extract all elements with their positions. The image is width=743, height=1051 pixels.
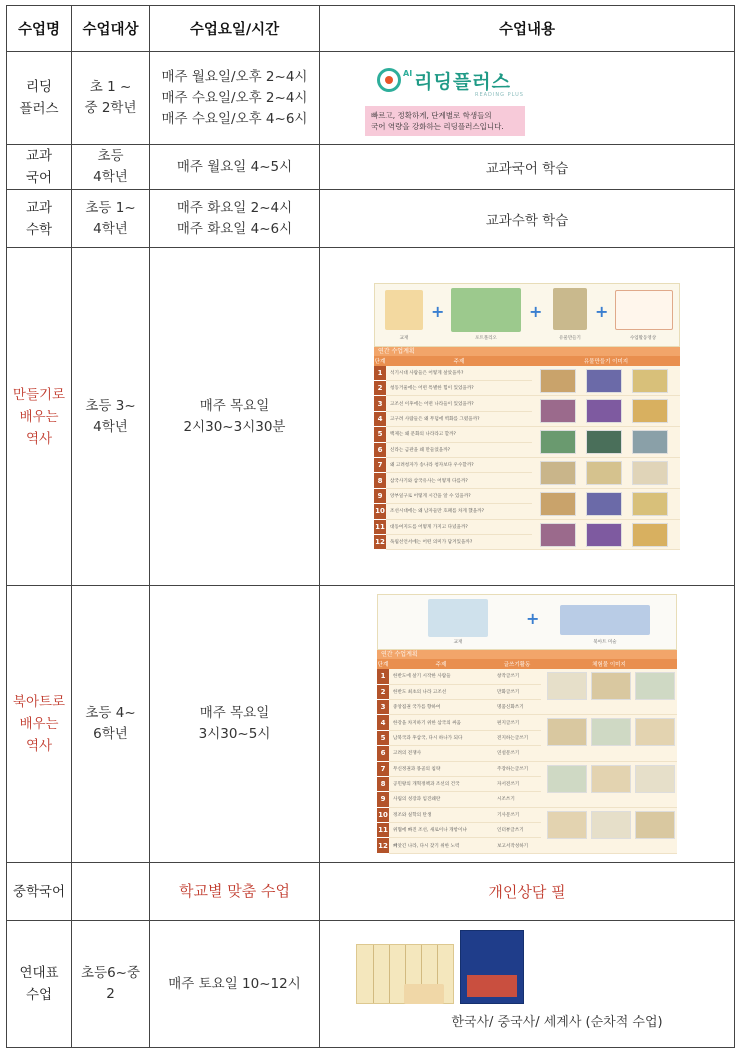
book-cover-art bbox=[467, 975, 517, 997]
artifact-thumbnail bbox=[632, 523, 668, 547]
plan-topic: 대동여지도를 어떻게 가지고 다녔을까? bbox=[386, 519, 532, 534]
class-name-line: 만들기로 bbox=[12, 386, 66, 403]
plan-writing: 창작글쓰기 bbox=[493, 669, 541, 684]
artifact-thumbnail bbox=[586, 461, 622, 485]
plan-topic: 석기시대 사람들은 어떻게 살았을까? bbox=[386, 366, 532, 381]
class-name-line: 역사 bbox=[25, 430, 53, 447]
class-content bbox=[320, 586, 735, 863]
plan-header bbox=[377, 659, 677, 669]
artifact-thumbnail bbox=[586, 523, 622, 547]
plan-writing: 편지글쓰기 bbox=[493, 715, 541, 730]
artifact-thumbnails bbox=[532, 366, 680, 396]
crafts-plan-table bbox=[374, 356, 680, 551]
plan-writing: 기사문쓰기 bbox=[493, 807, 541, 822]
plan-header-image: 유물만들기 이미지 bbox=[532, 356, 680, 366]
plan-row bbox=[374, 396, 680, 411]
time-line: 매주 월요일 4~5시 bbox=[176, 158, 293, 175]
class-name-line: 연대표 bbox=[19, 965, 59, 981]
plan-writing: 시조쓰기 bbox=[493, 792, 541, 807]
plan-writing: 자서전쓰기 bbox=[493, 776, 541, 791]
artifact-thumbnail bbox=[540, 369, 576, 393]
class-schedule-table bbox=[6, 5, 735, 1048]
plan-topic: 고조선 이후에는 어떤 나라들이 있었을까? bbox=[386, 396, 532, 411]
plus-icon: + bbox=[529, 301, 543, 321]
experience-thumbnail bbox=[635, 765, 675, 793]
plan-header-step: 단계 bbox=[374, 356, 386, 366]
plan-row bbox=[374, 519, 680, 534]
header-content: 수업내용 bbox=[320, 6, 735, 52]
row-korean bbox=[7, 145, 735, 190]
row-history-bookart bbox=[7, 586, 735, 863]
experience-thumbnail bbox=[591, 811, 631, 839]
target-line: 초등 bbox=[97, 148, 124, 164]
row-history-crafts bbox=[7, 248, 735, 586]
textbook-image bbox=[428, 599, 488, 637]
timeline-book-image bbox=[460, 930, 524, 1004]
artifact-thumbnail bbox=[632, 461, 668, 485]
row-reading-plus bbox=[7, 52, 735, 145]
plan-writing: 전지하는글쓰기 bbox=[493, 730, 541, 745]
target-line: 초등 3~ bbox=[85, 397, 136, 414]
time-line: 매주 화요일 4~6시 bbox=[176, 220, 293, 237]
plan-header bbox=[374, 356, 680, 366]
plan-topic: 정조와 실학의 탄생 bbox=[389, 807, 493, 822]
caption-bookart: 북아트 미술 bbox=[593, 640, 617, 646]
class-time bbox=[150, 921, 320, 1048]
class-content bbox=[320, 863, 735, 921]
timeline-caption: 한국사/ 중국사/ 세계사 (순차적 수업) bbox=[451, 1015, 663, 1030]
plan-step-number: 3 bbox=[374, 396, 386, 411]
class-time bbox=[150, 190, 320, 248]
plus-icon: + bbox=[595, 301, 609, 321]
plan-topic: 왜 고려청자가 송나라 청자보다 우수할까? bbox=[386, 458, 532, 473]
plan-topic: 독립선언서에는 어떤 의미가 담겨있을까? bbox=[386, 534, 532, 549]
class-content bbox=[320, 921, 735, 1048]
experience-thumbnail bbox=[591, 765, 631, 793]
plan-row bbox=[374, 458, 680, 473]
plan-step-number: 6 bbox=[377, 746, 389, 761]
target-line: 4학년 bbox=[93, 169, 128, 185]
artifact-thumbnails bbox=[532, 458, 680, 489]
header-time: 수업요일/시간 bbox=[150, 6, 320, 52]
timeline-map-image bbox=[404, 984, 444, 1004]
class-content bbox=[320, 52, 735, 145]
experience-thumbnail bbox=[635, 718, 675, 746]
bookart-image bbox=[560, 605, 650, 635]
plan-step-number: 12 bbox=[374, 534, 386, 549]
artifact-thumbnails bbox=[532, 396, 680, 427]
time-line: 3시30~5시 bbox=[198, 726, 271, 742]
experience-thumbnail bbox=[547, 765, 587, 793]
portfolio-image bbox=[451, 288, 521, 332]
plan-writing: 만화글쓰기 bbox=[493, 684, 541, 699]
class-name bbox=[7, 863, 72, 921]
crafts-curriculum-image bbox=[374, 283, 680, 551]
experience-thumbnail bbox=[635, 811, 675, 839]
annual-plan-label: 연간 수업계획 bbox=[377, 650, 677, 659]
class-name-line: 배우는 bbox=[19, 408, 59, 425]
plan-step-number: 5 bbox=[374, 427, 386, 442]
reading-plus-description bbox=[365, 106, 525, 136]
target-line: 6학년 bbox=[93, 726, 128, 742]
target-line: 초등 4~ bbox=[85, 705, 136, 721]
plan-topic: 삼국사기와 삼국유사는 어떻게 다를까? bbox=[386, 473, 532, 488]
plan-writing: 보고서작성하기 bbox=[493, 838, 541, 853]
artifact-thumbnails bbox=[532, 519, 680, 550]
class-name-line: 플러스 bbox=[19, 101, 59, 117]
header-class-name: 수업명 bbox=[7, 6, 72, 52]
experience-thumbnail bbox=[547, 811, 587, 839]
artifact-thumbnail bbox=[632, 492, 668, 516]
bookart-curriculum-image bbox=[377, 594, 677, 854]
caption-textbook: 교재 bbox=[453, 640, 463, 646]
time-line: 2시30~3시30분 bbox=[183, 418, 286, 435]
plan-step-number: 10 bbox=[377, 807, 389, 822]
class-target bbox=[72, 248, 150, 586]
class-name-line: 중학국어 bbox=[12, 883, 66, 900]
target-line: 4학년 bbox=[93, 418, 128, 435]
class-content: 교과국어 학습 bbox=[320, 145, 735, 190]
plan-topic: 무신정권과 몽골의 침략 bbox=[389, 761, 493, 776]
plan-step-number: 9 bbox=[374, 488, 386, 503]
time-line: 학교별 맞춤 수업 bbox=[179, 881, 290, 900]
experience-thumbnails bbox=[541, 807, 677, 853]
plan-step-number: 9 bbox=[377, 792, 389, 807]
caption-textbook: 교재 bbox=[399, 335, 409, 341]
class-target bbox=[72, 586, 150, 863]
row-timeline bbox=[7, 921, 735, 1048]
time-line: 매주 수요일/오후 4~6시 bbox=[161, 110, 308, 127]
plan-writing: 연설문쓰기 bbox=[493, 746, 541, 761]
header-row bbox=[7, 6, 735, 52]
class-name-line: 교과 bbox=[25, 199, 53, 216]
plan-row bbox=[374, 427, 680, 442]
artifact-thumbnail bbox=[540, 461, 576, 485]
class-name-line: 리딩 bbox=[25, 79, 53, 95]
plan-step-number: 4 bbox=[374, 411, 386, 426]
bookart-materials-strip bbox=[377, 594, 677, 650]
plan-step-number: 6 bbox=[374, 442, 386, 457]
bookart-plan-table bbox=[377, 659, 677, 854]
plan-header-topic: 주제 bbox=[389, 659, 493, 669]
artifact-thumbnail bbox=[632, 399, 668, 423]
plan-step-number: 8 bbox=[374, 473, 386, 488]
plan-step-number: 12 bbox=[377, 838, 389, 853]
target-line: 4학년 bbox=[93, 220, 128, 237]
logo-subtitle: READING PLUS bbox=[475, 92, 524, 98]
plan-step-number: 5 bbox=[377, 730, 389, 745]
plan-header-step: 단계 bbox=[377, 659, 389, 669]
artifact-thumbnail bbox=[586, 399, 622, 423]
class-time bbox=[150, 52, 320, 145]
class-name bbox=[7, 248, 72, 586]
plan-step-number: 7 bbox=[377, 761, 389, 776]
time-line: 매주 화요일 2~4시 bbox=[176, 199, 293, 216]
class-time bbox=[150, 586, 320, 863]
class-target bbox=[72, 145, 150, 190]
plan-step-number: 2 bbox=[377, 684, 389, 699]
plan-row bbox=[374, 488, 680, 503]
experience-thumbnails bbox=[541, 669, 677, 715]
reading-plus-logo-icon bbox=[377, 68, 401, 92]
plan-topic: 공민왕의 개혁정책과 조선의 건국 bbox=[389, 776, 493, 791]
plan-step-number: 11 bbox=[377, 823, 389, 838]
plan-step-number: 7 bbox=[374, 458, 386, 473]
plan-topic: 사림의 성장과 임진왜란 bbox=[389, 792, 493, 807]
description-line: 국어 역량을 강화하는 리딩플러스입니다. bbox=[371, 122, 504, 131]
plan-topic: 고려의 전쟁사 bbox=[389, 746, 493, 761]
experience-thumbnail bbox=[635, 672, 675, 700]
header-target: 수업대상 bbox=[72, 6, 150, 52]
plan-topic: 신라는 금관을 왜 만들었을까? bbox=[386, 442, 532, 457]
caption-portfolio: 포트폴리오 bbox=[475, 335, 497, 341]
textbook-image bbox=[385, 290, 423, 330]
artifact-thumbnail bbox=[586, 369, 622, 393]
target-line: 초 1 ~ bbox=[89, 79, 132, 95]
plan-topic: 남북국과 후삼국, 다시 하나가 되다 bbox=[389, 730, 493, 745]
plan-topic: 앙부일구로 어떻게 시간을 알 수 있을까? bbox=[386, 488, 532, 503]
class-name-line: 교과 bbox=[25, 148, 53, 164]
experience-thumbnail bbox=[591, 672, 631, 700]
plan-header-image: 체험물 이미지 bbox=[541, 659, 677, 669]
time-line: 매주 목요일 bbox=[199, 705, 270, 721]
class-target bbox=[72, 190, 150, 248]
plan-topic: 고구려 사람들은 왜 무덤에 벽화를 그렸을까? bbox=[386, 411, 532, 426]
caption-video: 수업활동영상 bbox=[629, 335, 657, 341]
plan-step-number: 2 bbox=[374, 381, 386, 396]
plan-step-number: 10 bbox=[374, 504, 386, 519]
row-math bbox=[7, 190, 735, 248]
fold-line bbox=[373, 945, 374, 1003]
plan-topic: 빼앗긴 나라, 다시 찾기 위한 노력 bbox=[389, 838, 493, 853]
plan-step-number: 1 bbox=[377, 669, 389, 684]
class-name bbox=[7, 586, 72, 863]
plan-header-topic: 주제 bbox=[386, 356, 532, 366]
artifact-thumbnail bbox=[632, 430, 668, 454]
class-content bbox=[320, 248, 735, 586]
video-image bbox=[615, 290, 673, 330]
artifact-image bbox=[553, 288, 587, 330]
experience-thumbnail bbox=[591, 718, 631, 746]
class-target bbox=[72, 863, 150, 921]
timeline-content bbox=[320, 926, 734, 1042]
plan-writing: 주장하는글쓰기 bbox=[493, 761, 541, 776]
target-line: 초등6~중 bbox=[80, 965, 141, 981]
plan-step-number: 8 bbox=[377, 776, 389, 791]
class-content: 교과수학 학습 bbox=[320, 190, 735, 248]
class-name-line: 국어 bbox=[25, 170, 53, 186]
caption-artifact: 유물만들기 bbox=[559, 335, 581, 341]
row-middle-korean bbox=[7, 863, 735, 921]
artifact-thumbnail bbox=[586, 430, 622, 454]
artifact-thumbnail bbox=[632, 369, 668, 393]
artifact-thumbnails bbox=[532, 427, 680, 458]
annual-plan-label: 연간 수업계획 bbox=[374, 347, 680, 356]
class-name-line: 수업 bbox=[25, 987, 53, 1003]
plus-icon: + bbox=[526, 609, 540, 629]
plan-writing: 명품신화쓰기 bbox=[493, 699, 541, 714]
plan-topic: 위협에 빠진 조선, 새로이나 개항이냐 bbox=[389, 823, 493, 838]
time-line: 매주 수요일/오후 2~4시 bbox=[161, 89, 308, 106]
class-name bbox=[7, 190, 72, 248]
class-time bbox=[150, 145, 320, 190]
artifact-thumbnail bbox=[540, 523, 576, 547]
experience-thumbnails bbox=[541, 715, 677, 761]
reading-plus-banner bbox=[320, 54, 734, 142]
plan-row bbox=[377, 715, 677, 730]
plan-step-number: 4 bbox=[377, 715, 389, 730]
plan-step-number: 3 bbox=[377, 699, 389, 714]
plus-icon: + bbox=[431, 301, 445, 321]
class-name bbox=[7, 52, 72, 145]
class-name-line: 북아트로 bbox=[12, 694, 66, 710]
time-line: 매주 월요일/오후 2~4시 bbox=[161, 68, 308, 85]
class-time bbox=[150, 248, 320, 586]
description-line: 빠르고, 정확하게, 단계별로 학생들의 bbox=[371, 111, 492, 120]
target-line: 중 2학년 bbox=[84, 100, 137, 116]
plan-row bbox=[377, 669, 677, 684]
plan-row bbox=[374, 366, 680, 381]
class-name-line: 수학 bbox=[25, 221, 53, 238]
artifact-thumbnail bbox=[586, 492, 622, 516]
plan-step-number: 11 bbox=[374, 519, 386, 534]
logo-title: 리딩플러스 bbox=[414, 70, 511, 93]
plan-topic: 한강을 차지하기 위한 삼국의 싸움 bbox=[389, 715, 493, 730]
class-target bbox=[72, 52, 150, 145]
logo-ai-text: AI bbox=[403, 68, 413, 78]
plan-writing: 인터뷰글쓰기 bbox=[493, 823, 541, 838]
plan-topic: 청동거울에는 어떤 특별한 힘이 있었을까? bbox=[386, 381, 532, 396]
plan-topic: 백제는 왜 문화의 나라라고 할까? bbox=[386, 427, 532, 442]
crafts-materials-strip bbox=[374, 283, 680, 347]
experience-thumbnails bbox=[541, 761, 677, 807]
experience-thumbnail bbox=[547, 672, 587, 700]
plan-header-writing: 글쓰기활동 bbox=[493, 659, 541, 669]
class-name bbox=[7, 921, 72, 1048]
artifact-thumbnail bbox=[540, 399, 576, 423]
class-name-line: 역사 bbox=[25, 738, 53, 754]
class-target bbox=[72, 921, 150, 1048]
artifact-thumbnail bbox=[540, 492, 576, 516]
plan-step-number: 1 bbox=[374, 366, 386, 381]
artifact-thumbnails bbox=[532, 488, 680, 519]
target-line: 2 bbox=[106, 986, 115, 1002]
class-name bbox=[7, 145, 72, 190]
class-name-line: 배우는 bbox=[19, 716, 59, 732]
plan-row bbox=[377, 761, 677, 776]
plan-topic: 중앙집권 국가를 향하여 bbox=[389, 699, 493, 714]
time-line: 매주 토요일 10~12시 bbox=[168, 975, 301, 992]
plan-topic: 한반도에 살기 시작한 사람들 bbox=[389, 669, 493, 684]
artifact-thumbnail bbox=[540, 430, 576, 454]
content-text: 개인상담 필 bbox=[488, 883, 566, 901]
experience-thumbnail bbox=[547, 718, 587, 746]
fold-line bbox=[389, 945, 390, 1003]
target-line: 초등 1~ bbox=[85, 199, 136, 216]
plan-topic: 한반도 최초의 나라 고조선 bbox=[389, 684, 493, 699]
plan-topic: 조선시대에는 왜 남자들만 호패를 차게 했을까? bbox=[386, 504, 532, 519]
plan-row bbox=[377, 807, 677, 822]
class-time bbox=[150, 863, 320, 921]
time-line: 매주 목요일 bbox=[199, 397, 270, 414]
